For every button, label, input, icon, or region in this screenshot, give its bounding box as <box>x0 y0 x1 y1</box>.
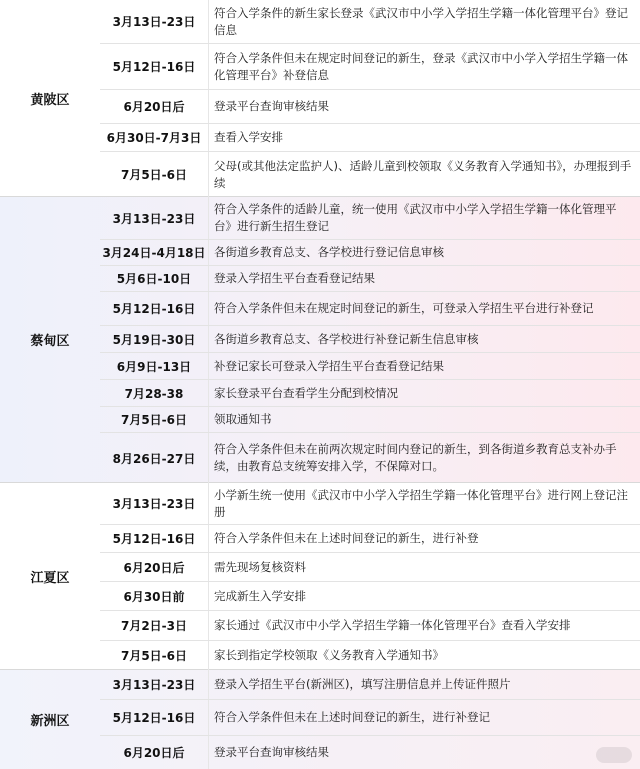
table-row <box>100 611 640 641</box>
row-date: 3月13日-23日 <box>100 0 209 43</box>
row-description: 查看入学安排 <box>214 130 283 144</box>
row-description: 各街道乡教育总支、各学校进行补登记新生信息审核 <box>214 331 479 346</box>
row-description: 符合入学条件但未在上述时间登记的新生，进行补登记 <box>214 710 490 724</box>
table-row <box>100 326 640 353</box>
table-row <box>100 152 640 197</box>
row-description: 各街道乡教育总支、各学校进行登记信息审核 <box>214 245 444 259</box>
row-date: 8月26日-27日 <box>100 433 209 483</box>
row-description: 完成新生入学安排 <box>214 588 306 603</box>
row-date: 6月30日前 <box>100 582 209 610</box>
row-description: 家长登录平台查看学生分配到校情况 <box>214 385 398 400</box>
row-description: 符合入学条件但未在规定时间登记的新生，登录《武汉市中小学入学招生学籍一体化管理平台》补登信息 <box>214 50 628 82</box>
table-row <box>100 700 640 736</box>
row-description: 登录入学招生平台(新洲区)，填写注册信息并上传证件照片 <box>214 677 511 691</box>
table-row <box>100 197 640 240</box>
row-date: 7月28-38 <box>100 380 209 406</box>
table-row <box>100 483 640 525</box>
row-description: 符合入学条件的新生家长登录《武汉市中小学入学招生学籍一体化管理平台》登记信息 <box>214 5 628 37</box>
district-rows <box>100 670 640 769</box>
table-row <box>100 525 640 553</box>
table-row <box>100 670 640 700</box>
district-rows <box>100 197 640 482</box>
row-description: 父母(或其他法定监护人)、适龄儿童到校领取《义务教育入学通知书》，办理报到手续 <box>214 158 632 190</box>
row-date: 3月24日-4月18日 <box>100 240 209 265</box>
district-name: 江夏区 <box>30 570 70 586</box>
row-date: 6月30日-7月3日 <box>100 124 209 151</box>
row-date: 6月9日-13日 <box>100 353 209 379</box>
table-row <box>100 380 640 407</box>
watermark-badge <box>596 747 632 763</box>
table-row <box>100 266 640 292</box>
table-row <box>100 0 640 44</box>
district-name: 蔡甸区 <box>30 334 70 349</box>
row-date: 5月6日-10日 <box>100 266 209 291</box>
district-rows <box>100 483 640 669</box>
district-section-xinzhou <box>0 670 640 769</box>
row-description: 登录平台查询审核结果 <box>214 745 329 759</box>
row-date: 3月13日-23日 <box>100 483 209 524</box>
table-row <box>100 124 640 152</box>
row-description: 领取通知书 <box>214 412 272 426</box>
row-description: 需先现场复核资料 <box>214 559 306 574</box>
table-row <box>100 44 640 90</box>
row-date: 7月5日-6日 <box>100 152 209 197</box>
row-date: 5月12日-16日 <box>100 700 209 735</box>
table-row <box>100 353 640 380</box>
row-description: 家长到指定学校领取《义务教育入学通知书》 <box>214 648 444 662</box>
district-name: 黄陂区 <box>0 0 100 196</box>
table-row <box>100 641 640 670</box>
district-rows <box>100 0 640 196</box>
table-row <box>100 582 640 611</box>
row-description: 补登记家长可登录入学招生平台查看登记结果 <box>214 358 444 373</box>
row-description: 家长通过《武汉市中小学入学招生学籍一体化管理平台》查看入学安排 <box>214 618 571 632</box>
row-description: 符合入学条件但未在规定时间登记的新生，可登录入学招生平台进行补登记 <box>214 301 594 315</box>
row-date: 5月12日-16日 <box>100 525 209 552</box>
row-date: 7月5日-6日 <box>100 641 209 670</box>
row-date: 3月13日-23日 <box>100 197 209 239</box>
row-date: 5月19日-30日 <box>100 326 209 352</box>
table-row <box>100 292 640 326</box>
district-name: 新洲区 <box>30 714 70 729</box>
row-date: 5月12日-16日 <box>100 292 209 325</box>
row-description: 小学新生统一使用《武汉市中小学入学招生学籍一体化管理平台》进行网上登记注册 <box>214 487 628 519</box>
row-date: 5月12日-16日 <box>100 44 209 89</box>
row-description: 符合入学条件的适龄儿童，统一使用《武汉市中小学入学招生学籍一体化管理平台》进行新生招生登记 <box>214 202 617 233</box>
row-description: 登录入学招生平台查看登记结果 <box>214 271 375 285</box>
row-date: 6月20日后 <box>100 90 209 123</box>
district-section-caidian <box>0 197 640 483</box>
row-date: 7月2日-3日 <box>100 611 209 640</box>
row-date: 6月20日后 <box>100 553 209 581</box>
district-section-huangpi <box>0 0 640 197</box>
table-row <box>100 90 640 124</box>
row-date: 3月13日-23日 <box>100 670 209 699</box>
table-row <box>100 553 640 582</box>
table-row <box>100 240 640 266</box>
table-row <box>100 736 640 769</box>
table-row <box>100 433 640 483</box>
district-section-jiangxia <box>0 483 640 670</box>
row-description: 符合入学条件但未在前两次规定时间内登记的新生，到各街道乡教育总支补办手续，由教育总支统筹安排入学，不保障对口。 <box>214 442 617 473</box>
row-date: 7月5日-6日 <box>100 407 209 432</box>
table-row <box>100 407 640 433</box>
row-date: 6月20日后 <box>100 736 209 769</box>
row-description: 符合入学条件但未在上述时间登记的新生，进行补登 <box>214 531 479 545</box>
row-description: 登录平台查询审核结果 <box>214 99 329 113</box>
